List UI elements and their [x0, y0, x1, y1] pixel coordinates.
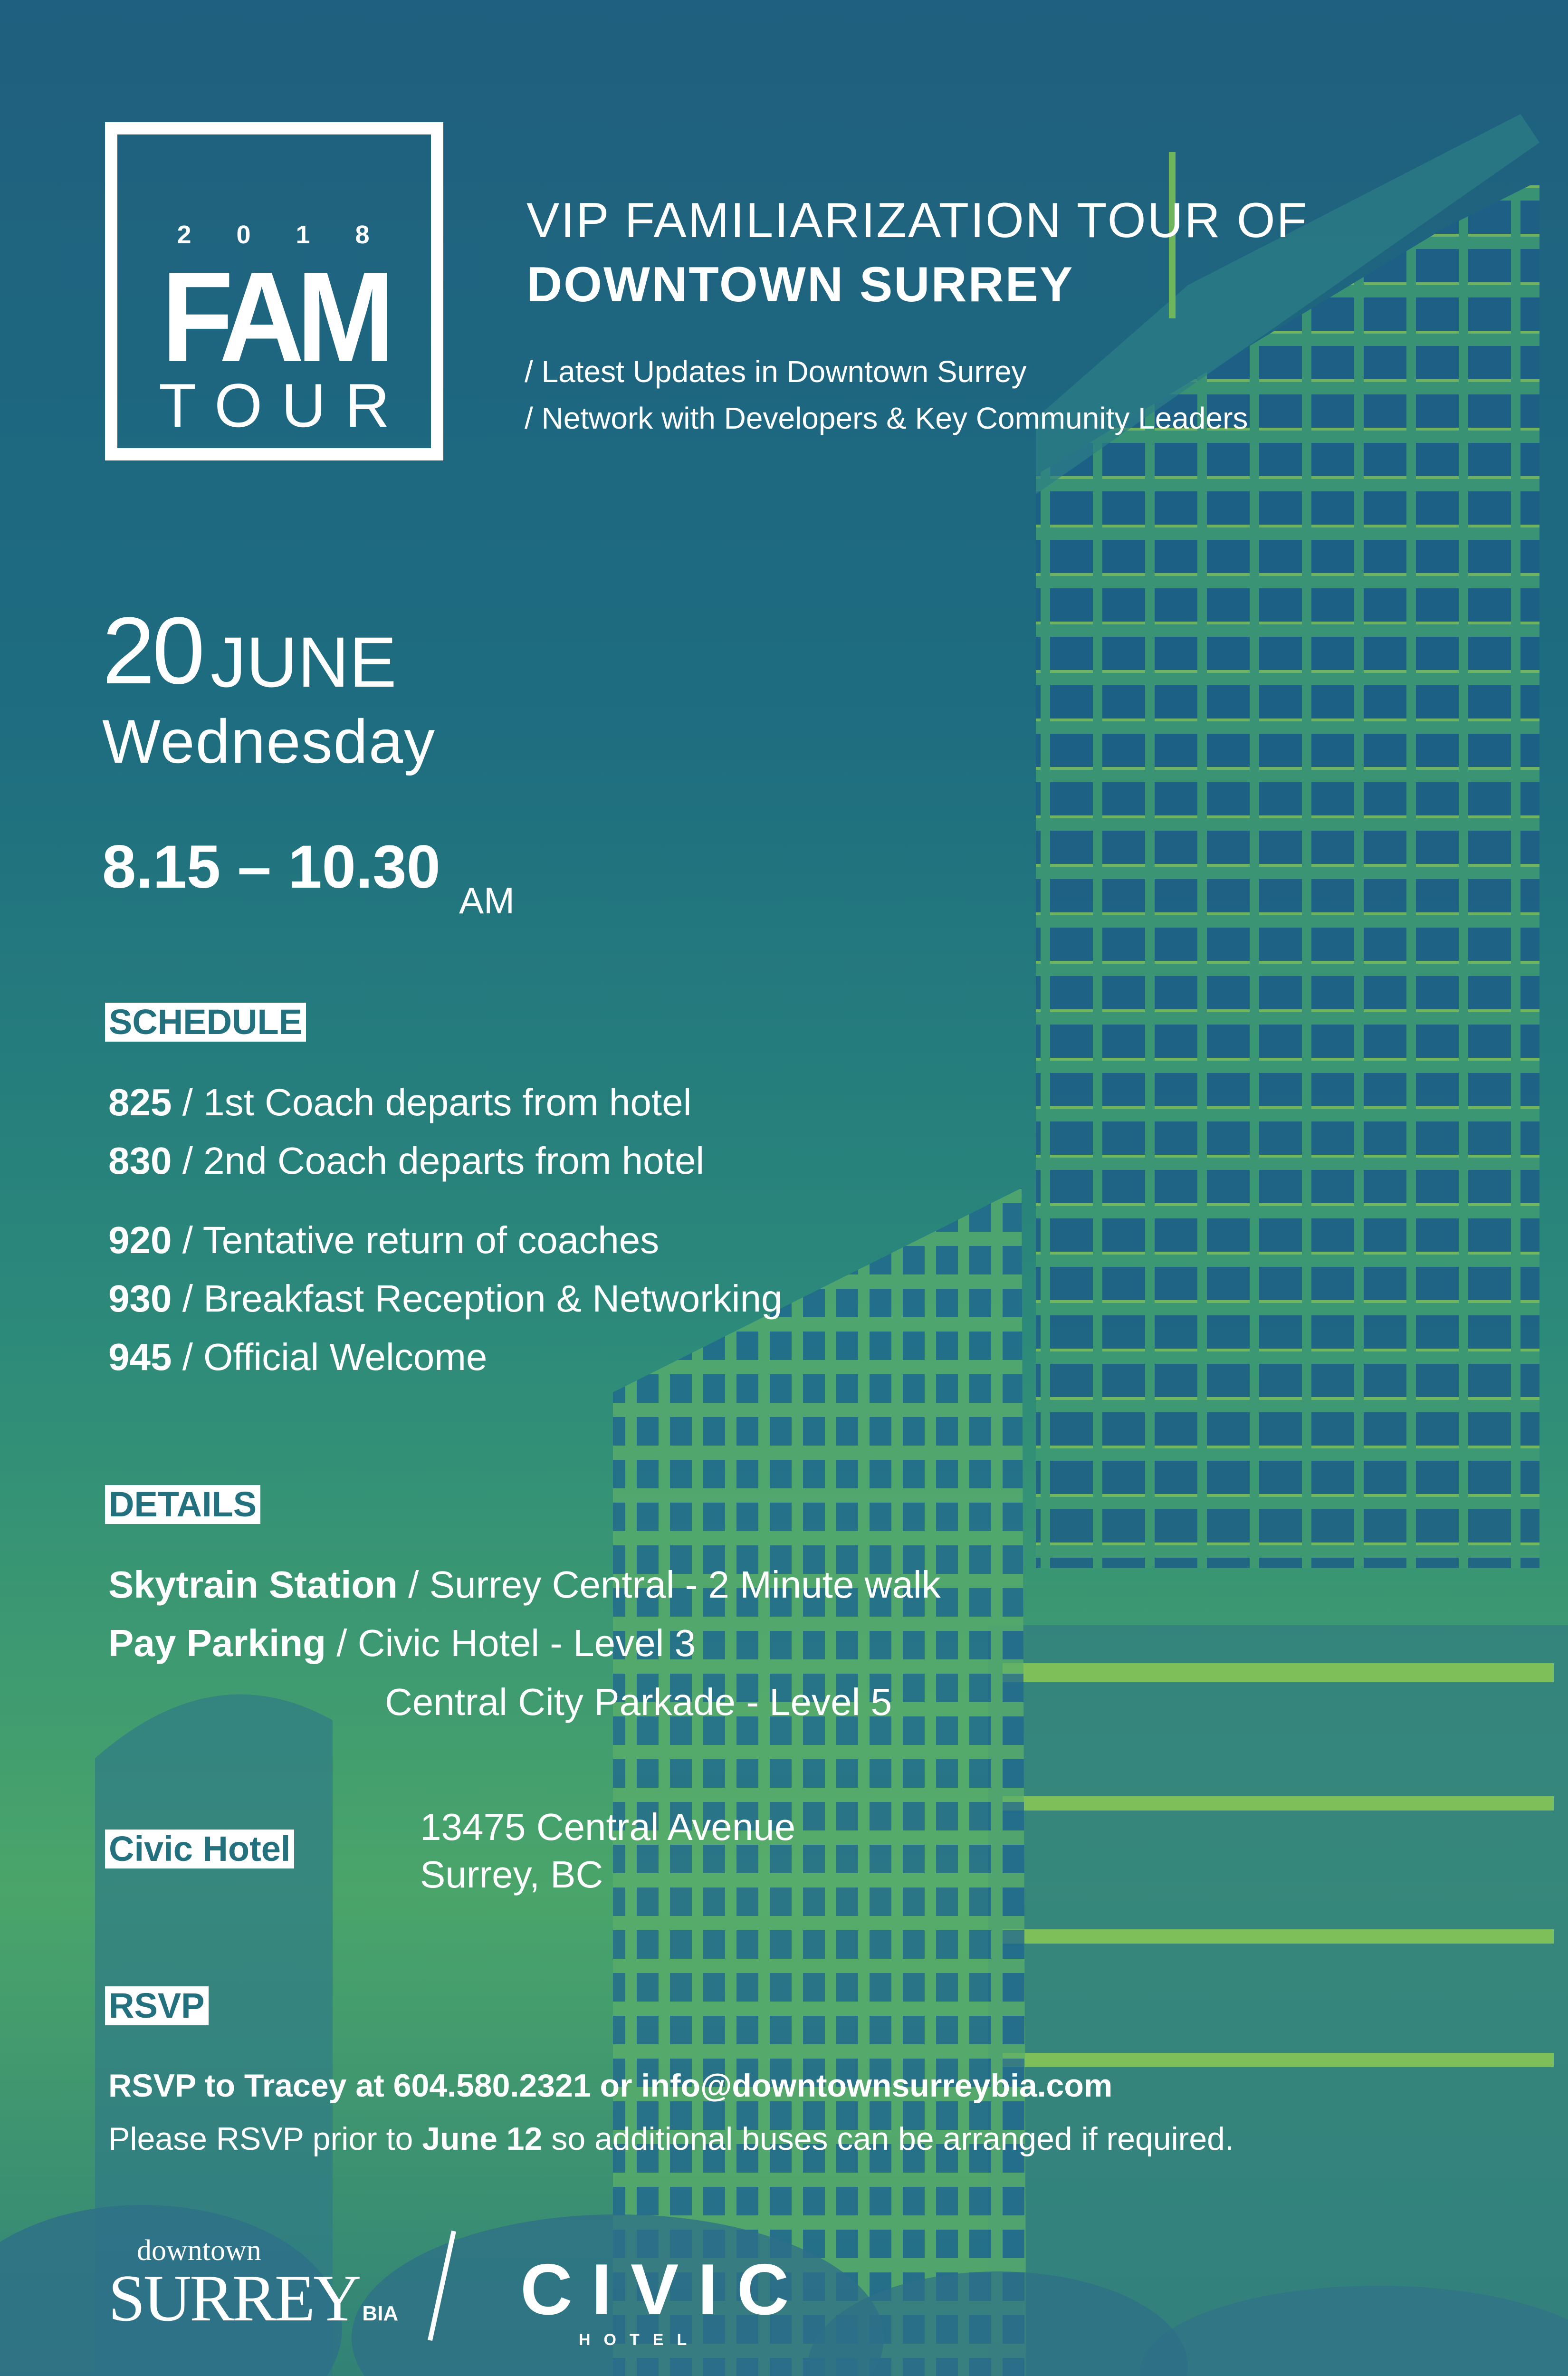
schedule-time: 945 — [108, 1336, 172, 1378]
dt-logo-small: downtown — [137, 2234, 261, 2267]
details-parking: Pay Parking / Civic Hotel - Level 3 — [108, 1622, 696, 1664]
skytrain-label: Skytrain Station — [108, 1563, 398, 1606]
logo-divider-slash — [428, 2229, 456, 2343]
logo-fam: FAM — [161, 246, 387, 389]
schedule-text: Tentative return of coaches — [202, 1219, 660, 1261]
event-time: 8.15 – 10.30 — [102, 833, 440, 901]
rsvp-note — [108, 2120, 1234, 2157]
schedule-label: SCHEDULE — [105, 1003, 306, 1042]
header-bullet: / Network with Developers & Key Community Leaders — [525, 401, 1248, 435]
schedule-text: 2nd Coach departs from hotel — [203, 1140, 705, 1182]
logo-tour: TOUR — [159, 371, 409, 440]
rsvp-contact: RSVP to Tracey at 604.580.2321 or info@downtownsurreybia.com — [108, 2068, 1113, 2104]
parking-label: Pay Parking — [108, 1622, 326, 1664]
rsvp-note-post: so additional buses can be arranged if required. — [551, 2121, 1234, 2157]
schedule-time: 830 — [108, 1140, 172, 1182]
venue-address-line2: Surrey, BC — [420, 1853, 603, 1896]
logo-year-digit: 2 — [177, 220, 193, 249]
schedule-item: 930 / Breakfast Reception & Networking — [108, 1277, 783, 1320]
headline-line2: DOWNTOWN SURREY — [526, 257, 1074, 312]
schedule-time: 825 — [108, 1081, 172, 1123]
schedule-item: 920 / Tentative return of coaches — [108, 1219, 660, 1261]
logo-year-digit: 1 — [296, 220, 312, 249]
schedule-text: Official Welcome — [203, 1336, 488, 1378]
venue-label: Civic Hotel — [105, 1830, 294, 1868]
venue-address-line1: 13475 Central Avenue — [420, 1806, 796, 1848]
rsvp-note-pre: Please RSVP prior to — [108, 2121, 413, 2157]
fam-tour-logo — [105, 122, 443, 460]
schedule-text: Breakfast Reception & Networking — [203, 1277, 783, 1320]
civic-hotel-logo: CIVIC — [520, 2249, 808, 2330]
event-month: JUNE — [210, 622, 397, 702]
parking-value: Civic Hotel - Level 3 — [357, 1622, 696, 1664]
schedule-text: 1st Coach departs from hotel — [203, 1081, 692, 1123]
header-bullet: / Latest Updates in Downtown Surrey — [525, 354, 1027, 389]
dt-logo-big: SURREY — [108, 2261, 360, 2335]
event-ampm: AM — [459, 880, 515, 921]
skytrain-value: Surrey Central - 2 Minute walk — [429, 1563, 941, 1606]
civic-hotel-logo-sub: HOTEL — [579, 2331, 700, 2349]
schedule-item: 830 / 2nd Coach departs from hotel — [108, 1140, 705, 1182]
logo-year-digit: 0 — [236, 220, 253, 249]
event-weekday: Wednesday — [102, 707, 436, 776]
downtown-surrey-bia-logo — [108, 2234, 399, 2335]
dt-logo-bia: BIA — [362, 2302, 399, 2325]
rsvp-label: RSVP — [105, 1986, 209, 2025]
logo-year — [117, 220, 431, 249]
schedule-time: 930 — [108, 1277, 172, 1320]
parking-value-2: Central City Parkade - Level 5 — [385, 1681, 892, 1723]
rsvp-deadline: June 12 — [422, 2121, 543, 2157]
headline-line1: VIP FAMILIARIZATION TOUR OF — [526, 193, 1309, 248]
schedule-item: 945 / Official Welcome — [108, 1336, 488, 1378]
details-skytrain: Skytrain Station / Surrey Central - 2 Minute walk — [108, 1563, 941, 1606]
schedule-item: 825 / 1st Coach departs from hotel — [108, 1081, 692, 1123]
details-label: DETAILS — [105, 1485, 260, 1524]
schedule-time: 920 — [108, 1219, 172, 1261]
logo-year-digit: 8 — [355, 220, 372, 249]
event-date-number: 20 — [102, 598, 202, 704]
